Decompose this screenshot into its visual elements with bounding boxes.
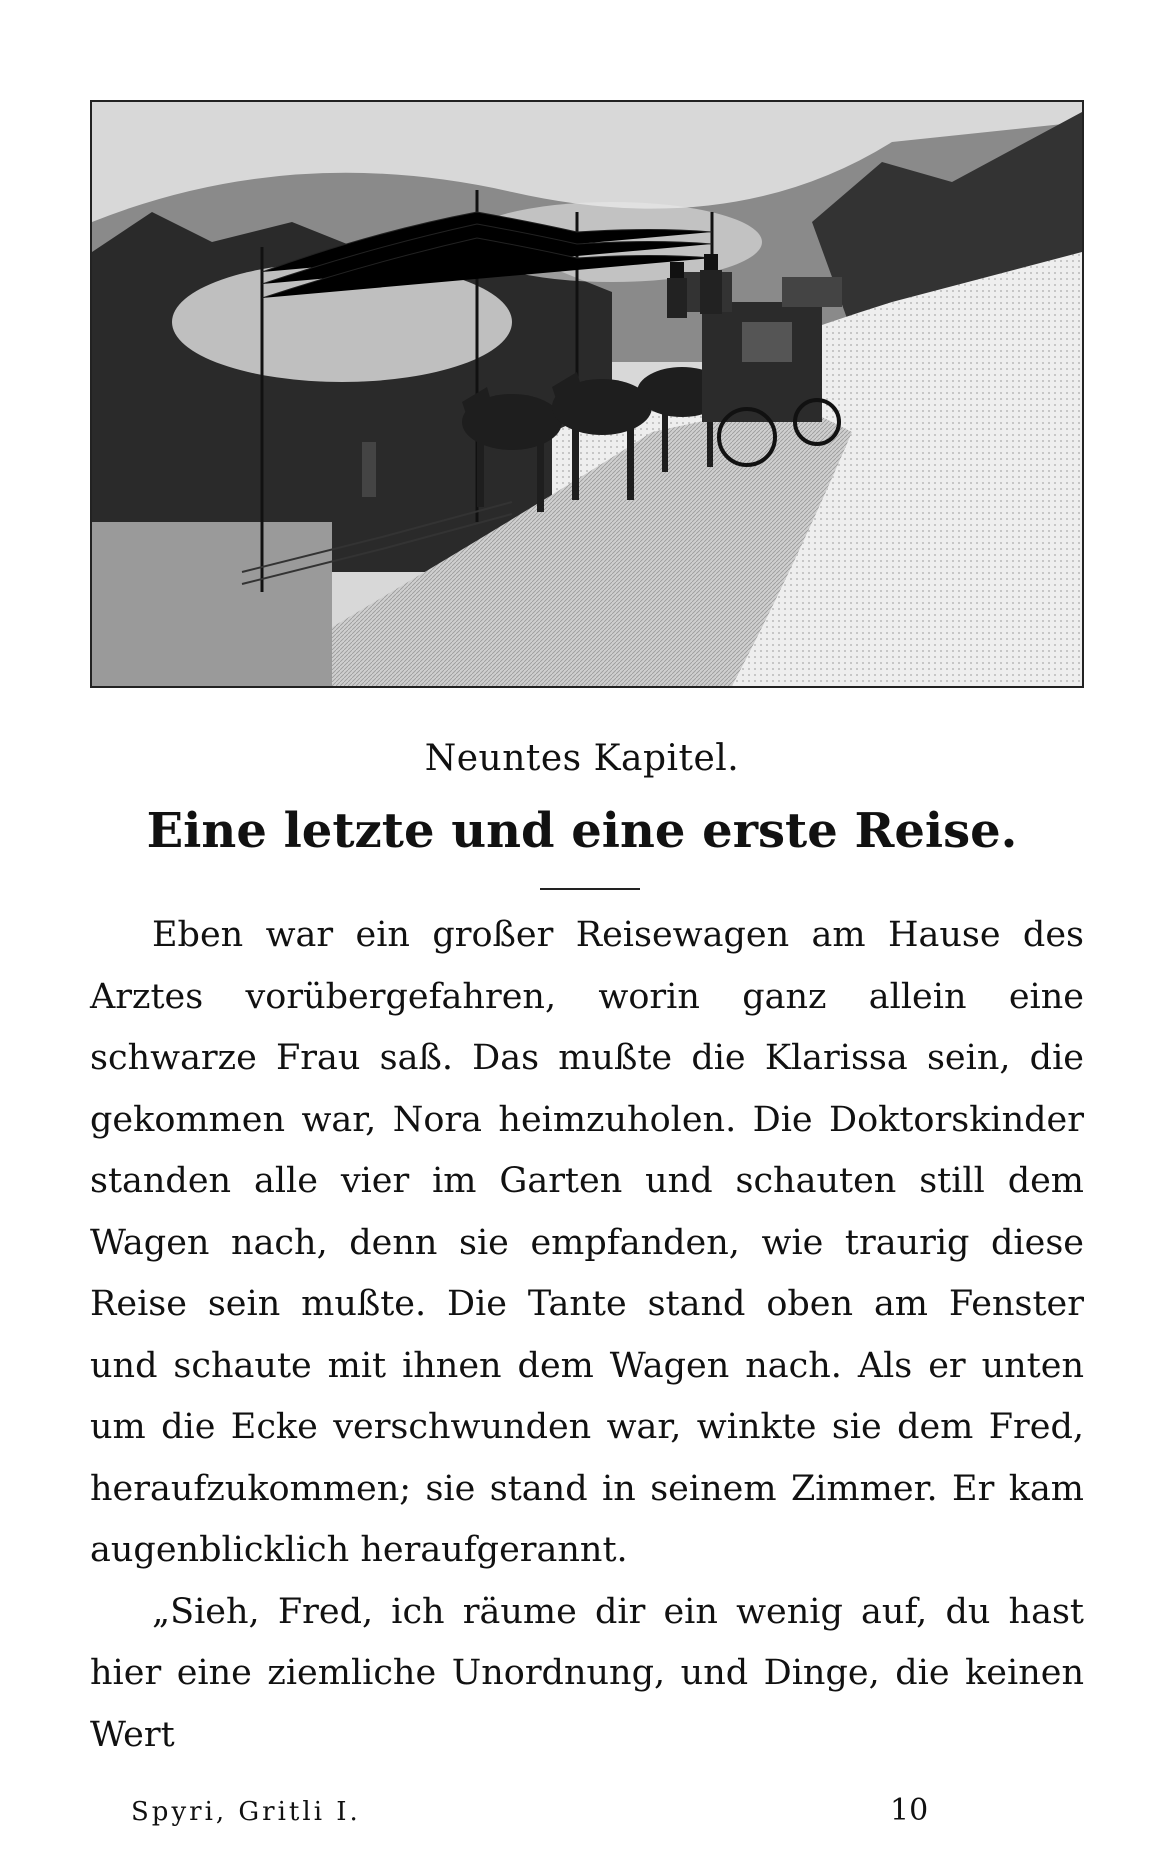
chapter-title: Eine letzte und eine erste Reise. [146, 803, 1018, 859]
page-number: 10 [890, 1793, 929, 1828]
paragraph-2: „Sieh, Fred, ich räume dir ein wenig auf, du hast hier eine ziemliche Unordnung, und Dinge, die keinen Wert [90, 1591, 1084, 1755]
coach-illustration-icon [92, 102, 1082, 686]
chapter-number: Neuntes Kapitel. [424, 738, 740, 779]
chapter-illustration [90, 100, 1084, 688]
footer-signature: Spyri, Gritli I. [131, 1797, 361, 1827]
title-divider [540, 888, 640, 890]
paragraph-1: Eben war ein großer Reisewagen am Hause des Arztes vorübergefahren, worin ganz allein eine schwarze Frau saß. Das mußte die Klarissa sein, die gekommen war, Nora heimzuholen. Die Doktorskinder standen alle vier im Garten und schauten still dem Wagen nach, denn sie empfanden, wie traurig diese Reise sein mußte. Die Tante stand oben am Fenster und schaute mit ihnen dem Wagen nach. Als er unten um die Ecke verschwunden war, winkte sie dem Fred, heraufzukommen; sie stand in seinem Zimmer. Er kam augenblicklich heraufgerannt. [90, 915, 1084, 1570]
body-text [90, 905, 1084, 1766]
